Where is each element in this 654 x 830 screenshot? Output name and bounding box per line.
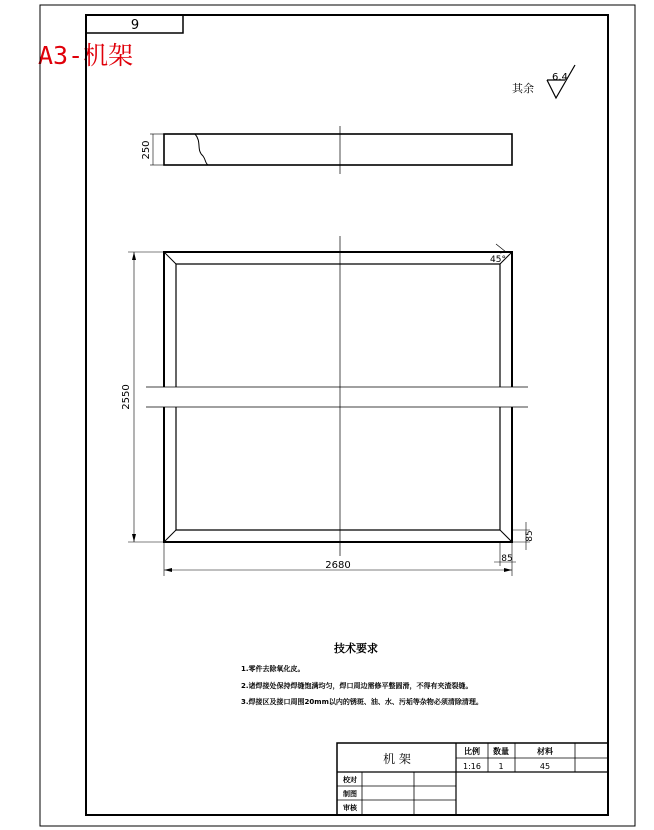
roughness-symbol [512, 65, 575, 98]
sheet-code: 9 [130, 18, 140, 33]
roughness-value: 6.4 [552, 72, 568, 83]
tech-item: 2.诸焊接处保持焊缝饱满均匀，焊口周边需修平整圆滑，不得有夹渣裂缝。 [241, 682, 473, 690]
tech-item: 3.焊接区及接口周围20mm以内的锈斑、油、水、污垢等杂物必须清除清理。 [241, 698, 483, 706]
dim-height: 2550 [121, 384, 132, 410]
part-name: 机 架 [383, 752, 411, 766]
dim-angle: 45° [490, 255, 506, 265]
role-drafter: 制图 [343, 790, 357, 798]
header-material: 材料 [537, 747, 553, 756]
dim-thickness: 250 [141, 140, 152, 160]
dim-profile-h: 85 [501, 554, 513, 564]
value-quantity: 1 [498, 762, 504, 771]
sheet-label: A3-机架 [38, 41, 134, 70]
role-reviewer: 审核 [343, 804, 357, 812]
dim-width: 2680 [325, 560, 351, 571]
tech-item: 1.零件去除氧化皮。 [241, 665, 305, 673]
front-view [121, 236, 535, 576]
tech-requirements [241, 641, 483, 706]
header-scale: 比例 [464, 747, 480, 756]
header-quantity: 数量 [493, 747, 509, 756]
side-view [141, 126, 512, 174]
value-scale: 1:16 [463, 762, 481, 771]
title-block [337, 743, 608, 815]
dim-profile-v: 85 [525, 530, 535, 542]
roughness-prefix: 其余 [512, 82, 534, 95]
role-checker: 校对 [343, 776, 357, 784]
value-material: 45 [539, 762, 551, 771]
tech-title: 技术要求 [334, 642, 378, 655]
